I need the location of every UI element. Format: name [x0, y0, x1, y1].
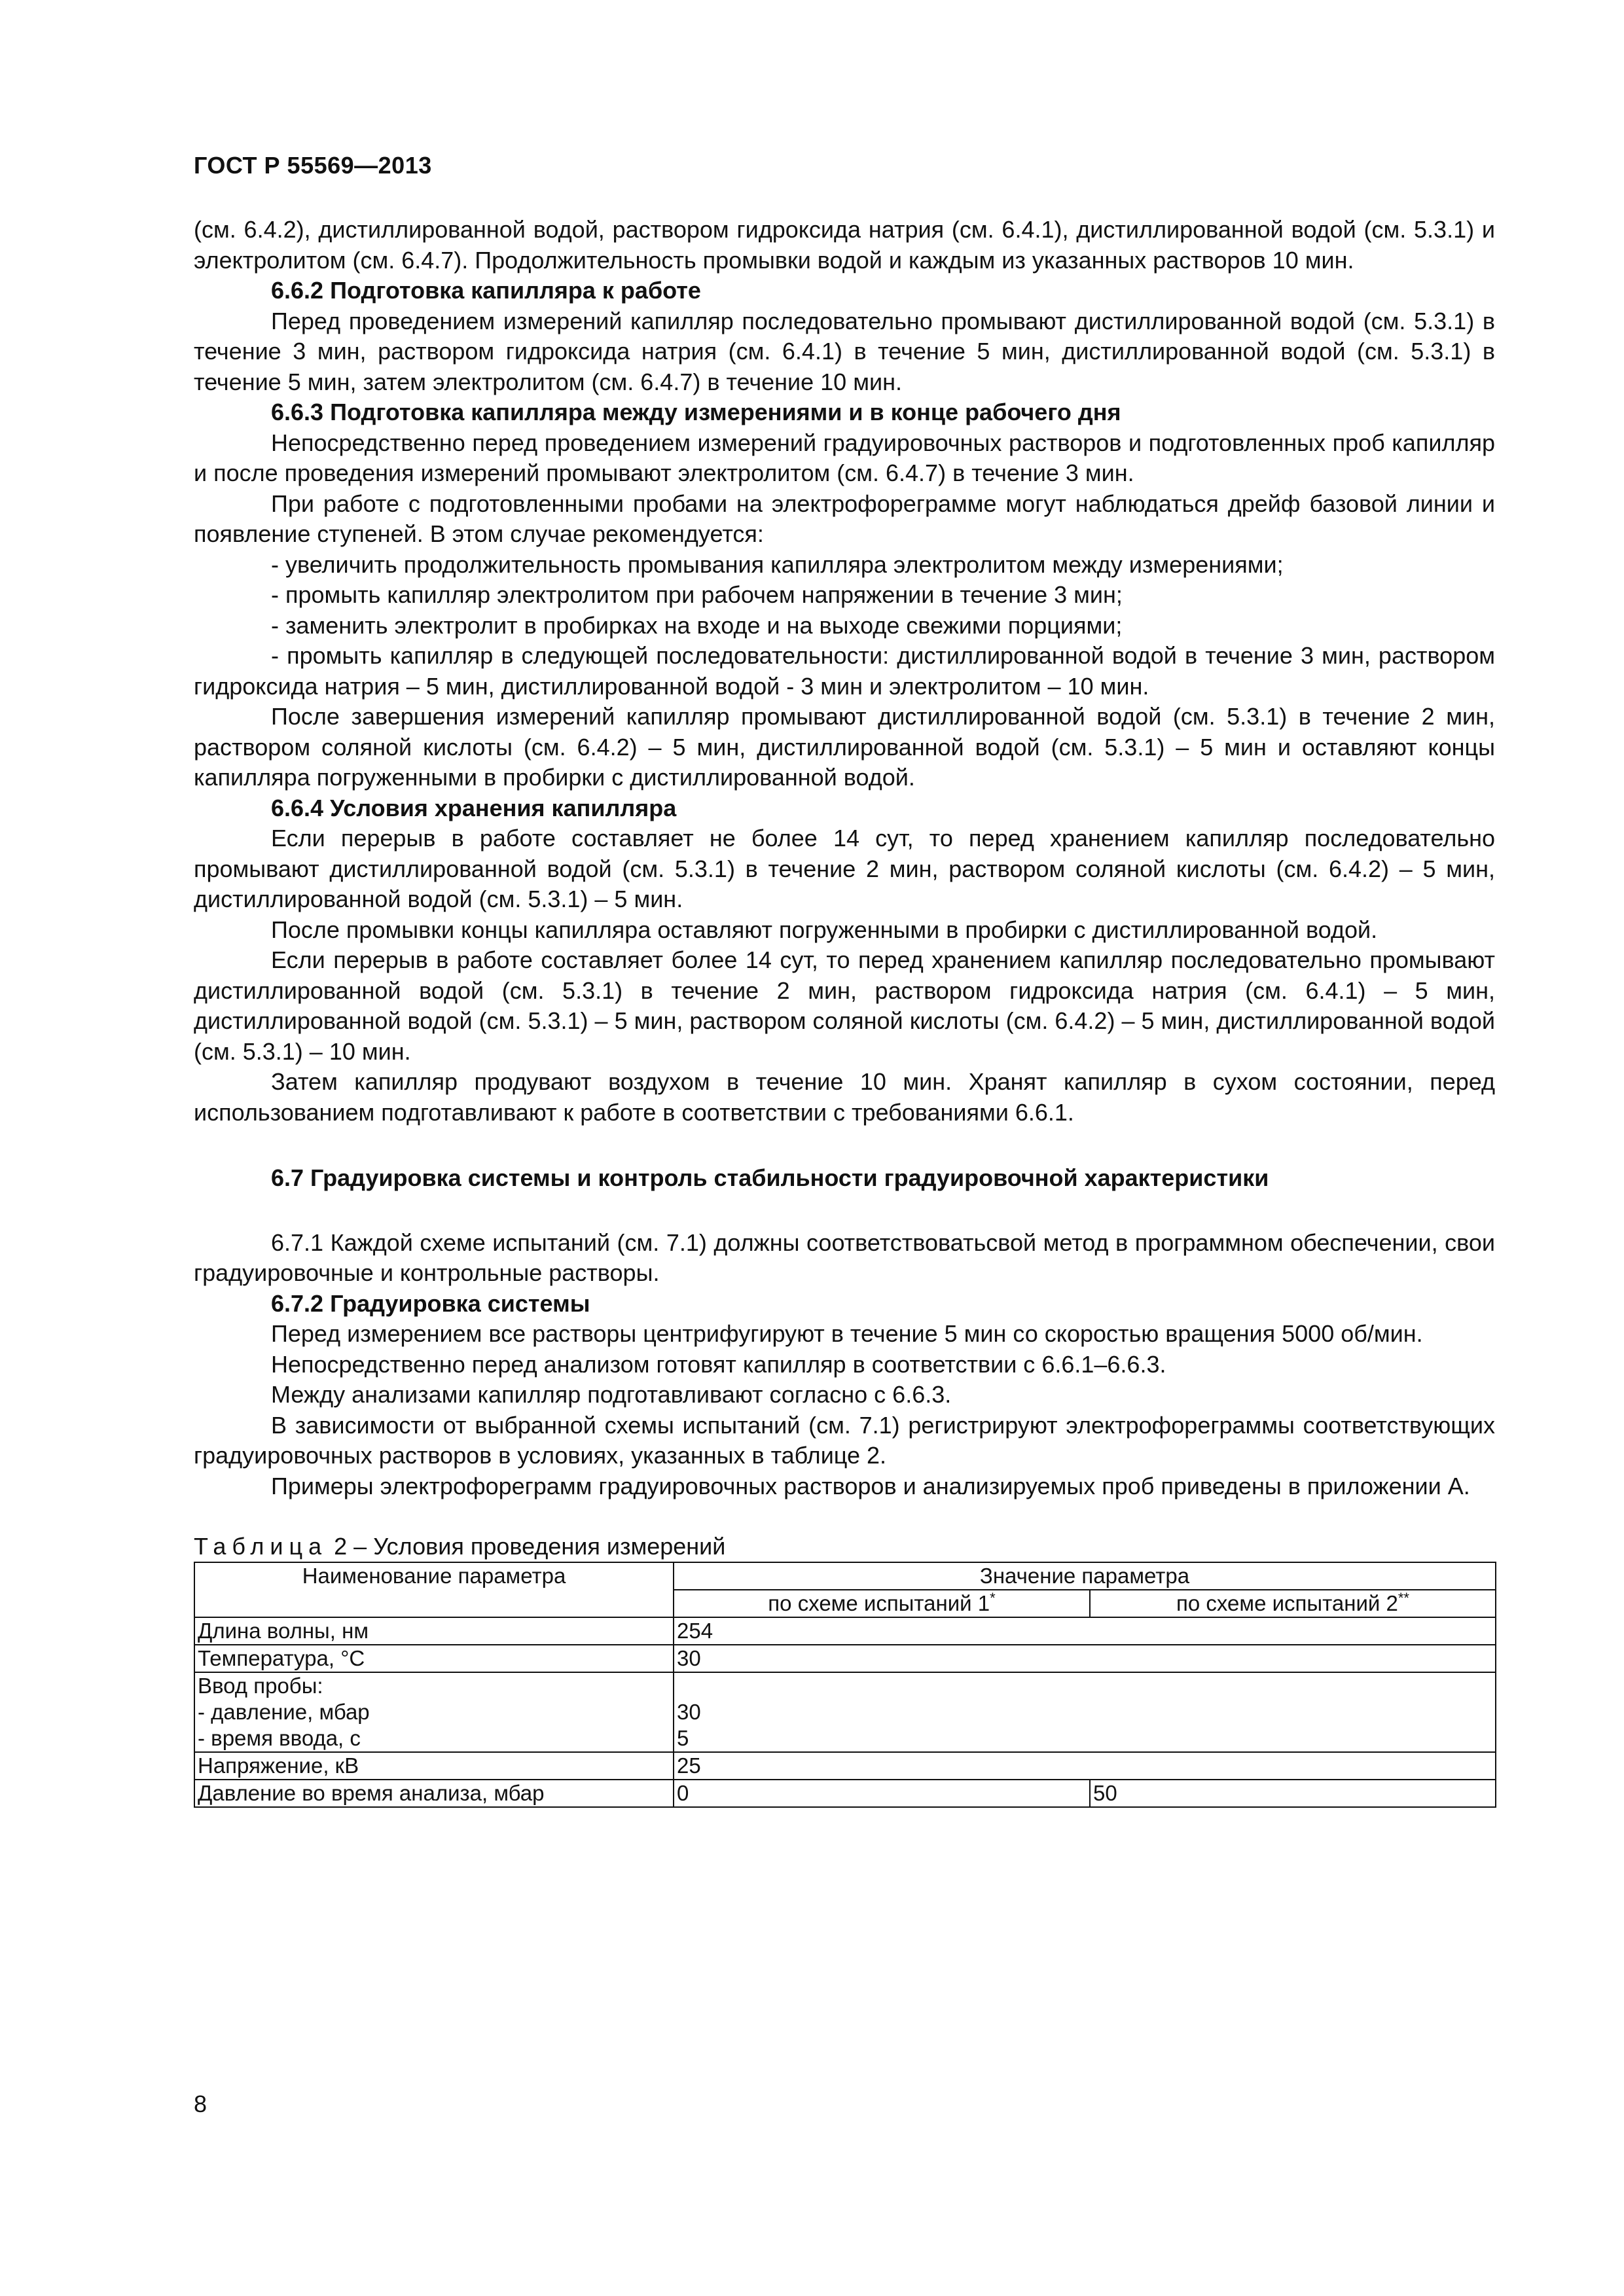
cell-line: Ввод пробы:: [198, 1674, 323, 1698]
table-header-row: [194, 1562, 1496, 1590]
page-number: 8: [194, 2090, 208, 2117]
table-row: [194, 1672, 1496, 1752]
table-caption: [194, 1532, 1495, 1562]
paragraph: 6.7.1 Каждой схеме испытаний (см. 7.1) должны соответствоватьсвой метод в программном обеспечении, свои градуировочные и контрольные растворы.: [194, 1229, 1495, 1286]
cell-parameter: Температура, °С: [194, 1645, 674, 1672]
paragraph: После завершения измерений капилляр промывают дистиллированной водой (см. 5.3.1) в течение 2 мин, раствором соляной кислоты (см. 6.4.2) – 5 мин, дистиллированной водой (см. 5.3.1) – 5 мин и оставляют концы капилляра погруженными в пробирки с дистиллированной водой.: [194, 703, 1495, 791]
header-scheme-1-label: по схеме испытаний 1: [768, 1591, 990, 1615]
measurement-conditions-table: [194, 1562, 1496, 1808]
cell-parameter: Напряжение, кВ: [194, 1752, 674, 1780]
subsection-heading: 6.6.3 Подготовка капилляра между измерениями и в конце рабочего дня: [271, 399, 1121, 425]
header-scheme-2: [1090, 1590, 1496, 1617]
table-row: [194, 1780, 1496, 1807]
header-parameter-value: Значение параметра: [674, 1562, 1496, 1590]
footnote-mark: **: [1398, 1590, 1409, 1606]
cell-value: [674, 1672, 1496, 1752]
paragraph: Непосредственно перед анализом готовят капилляр в соответствии с 6.6.1–6.6.3.: [271, 1350, 1166, 1378]
cell-value-scheme-2: 50: [1090, 1780, 1496, 1807]
cell-line: 5: [677, 1726, 689, 1750]
subsection-heading: 6.6.2 Подготовка капилляра к работе: [271, 277, 701, 304]
list-item: - промыть капилляр в следующей последовательности: дистиллированной водой в течение 3 мин, раствором гидроксида натрия – 5 мин, дистиллированной водой - 3 мин и электролитом – 10 мин.: [194, 642, 1495, 700]
cell-parameter: Давление во время анализа, мбар: [194, 1780, 674, 1807]
document-body: [194, 215, 1495, 1808]
list-item: - увеличить продолжительность промывания капилляра электролитом между измерениями;: [271, 550, 1284, 578]
paragraph: Если перерыв в работе составляет более 14 сут, то перед хранением капилляр последовательно промывают дистиллированной водой (см. 5.3.1) в течение 2 мин, раствором гидроксида натрия (см. 6.4.1) – 5 мин, дистиллированной водой (см. 5.3.1) – 5 мин, раствором соляной кислоты (см. 6.4.2) – 5 мин, дистиллированной водой (см. 5.3.1) – 10 мин.: [194, 946, 1495, 1065]
cell-value-scheme-1: 0: [674, 1780, 1090, 1807]
table-caption-text: 2 – Условия проведения измерений: [327, 1533, 726, 1560]
cell-value: 25: [674, 1752, 1496, 1780]
section-heading: 6.7 Градуировка системы и контроль стабильности градуировочной характеристики: [271, 1164, 1269, 1191]
cell-value: 30: [674, 1645, 1496, 1672]
header-scheme-2-label: по схеме испытаний 2: [1176, 1591, 1398, 1615]
cell-parameter: Длина волны, нм: [194, 1617, 674, 1645]
document-header: ГОСТ Р 55569—2013: [194, 152, 432, 179]
cell-parameter: [194, 1672, 674, 1752]
paragraph: После промывки концы капилляра оставляют погруженными в пробирки с дистиллированной водой.: [271, 916, 1378, 943]
cell-line: [677, 1673, 1492, 1699]
list-item: - заменить электролит в пробирках на входе и на выходе свежими порциями;: [271, 611, 1123, 639]
cell-line: 30: [677, 1700, 701, 1724]
subsection-heading: 6.7.2 Градуировка системы: [271, 1289, 590, 1317]
paragraph: Примеры электрофореграмм градуировочных растворов и анализируемых проб приведены в приложении А.: [271, 1472, 1470, 1499]
paragraph: В зависимости от выбранной схемы испытаний (см. 7.1) регистрируют электрофореграммы соответствующих градуировочных растворов в условиях, указанных в таблице 2.: [194, 1411, 1495, 1469]
table-row: [194, 1645, 1496, 1672]
paragraph: При работе с подготовленными пробами на электрофореграмме могут наблюдаться дрейф базовой линии и появление ступеней. В этом случае рекомендуется:: [194, 490, 1495, 547]
paragraph: (см. 6.4.2), дистиллированной водой, раствором гидроксида натрия (см. 6.4.1), дистиллированной водой (см. 5.3.1) и электролитом (см. 6.4.7). Продолжительность промывки водой и каждым из указанных растворов 10 мин.: [194, 216, 1495, 274]
footnote-mark: *: [990, 1590, 996, 1606]
paragraph: Если перерыв в работе составляет не более 14 сут, то перед хранением капилляр последовательно промывают дистиллированной водой (см. 5.3.1) в течение 2 мин, раствором соляной кислоты (см. 6.4.2) – 5 мин, дистиллированной водой (см. 5.3.1) – 5 мин.: [194, 825, 1495, 912]
table-row: [194, 1752, 1496, 1780]
paragraph: Затем капилляр продувают воздухом в течение 10 мин. Хранят капилляр в сухом состоянии, перед использованием подготавливают к работе в соответствии с требованиями 6.6.1.: [194, 1068, 1495, 1126]
table-row: [194, 1617, 1496, 1645]
paragraph: Перед измерением все растворы центрифугируют в течение 5 мин со скоростью вращения 5000 об/мин.: [271, 1320, 1423, 1347]
cell-value: 254: [674, 1617, 1496, 1645]
paragraph: Перед проведением измерений капилляр последовательно промывают дистиллированной водой (см. 5.3.1) в течение 3 мин, раствором гидроксида натрия (см. 6.4.1) в течение 5 мин, дистиллированной водой (см. 5.3.1) в течение 5 мин, затем электролитом (см. 6.4.7) в течение 10 мин.: [194, 307, 1495, 395]
cell-line: - давление, мбар: [198, 1700, 370, 1724]
paragraph: Между анализами капилляр подготавливают согласно с 6.6.3.: [271, 1381, 952, 1408]
table-caption-label: Таблица: [194, 1533, 328, 1560]
list-item: - промыть капилляр электролитом при рабочем напряжении в течение 3 мин;: [271, 581, 1123, 608]
subsection-heading: 6.6.4 Условия хранения капилляра: [271, 794, 677, 821]
header-scheme-1: [674, 1590, 1090, 1617]
paragraph: Непосредственно перед проведением измерений градуировочных растворов и подготовленных проб капилляр и после проведения измерений промывают электролитом (см. 6.4.7) в течение 3 мин.: [194, 429, 1495, 486]
header-parameter-name: Наименование параметра: [194, 1562, 674, 1617]
cell-line: - время ввода, с: [198, 1726, 361, 1750]
